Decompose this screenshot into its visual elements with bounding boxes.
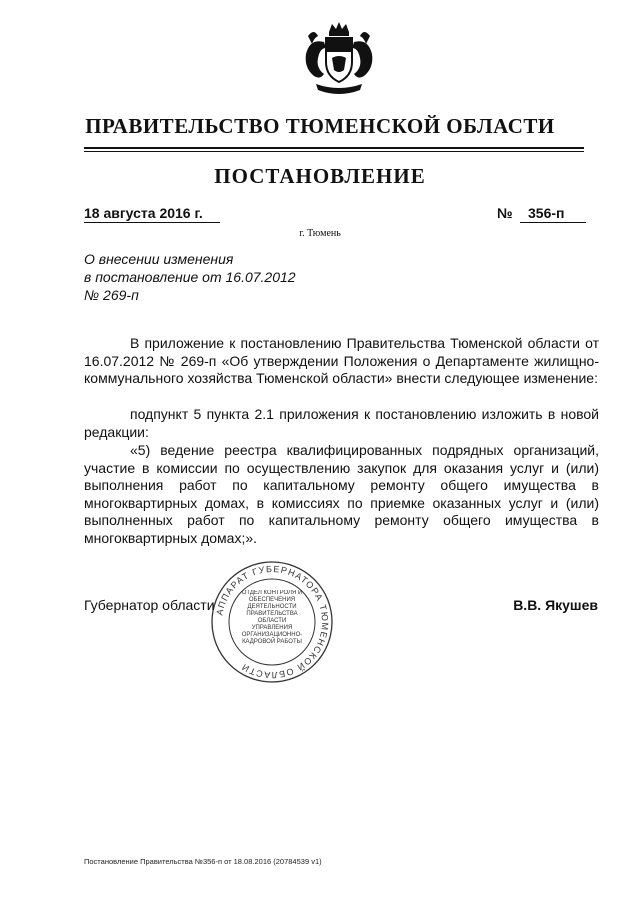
header-divider-thin (84, 151, 584, 152)
document-subject (84, 250, 296, 304)
stamp-outer-text: АППАРАТ ГУБЕРНАТОРА ТЮМЕНСКОЙ ОБЛАСТИ (214, 563, 331, 681)
subject-line: в постановление от 16.07.2012 (84, 269, 296, 285)
signatory-name: В.В. Якушев (513, 597, 598, 613)
government-title: ПРАВИТЕЛЬСТВО ТЮМЕНСКОЙ ОБЛАСТИ (85, 114, 555, 138)
document-footer: Постановление Правительства №356-п от 18.08.2016 (20784539 v1) (84, 857, 322, 866)
body-paragraph-2: подпункт 5 пункта 2.1 приложения к постановлению изложить в новой редакции: (84, 406, 599, 440)
document-date: 18 августа 2016 г. (84, 205, 203, 221)
header-divider (84, 147, 584, 149)
stamp-inner-text: ОТДЕЛ КОНТРОЛЯ И ОБЕСПЕЧЕНИЯ ДЕЯТЕЛЬНОСТИ ПРАВИТЕЛЬСТВА ОБЛАСТИ УПРАВЛЕНИЯ ОРГАНИЗАЦИОННО-КАДРОВОЙ РАБОТЫ (241, 590, 303, 645)
subject-line: О внесении изменения (84, 251, 234, 267)
document-type-title: ПОСТАНОВЛЕНИЕ (214, 164, 426, 188)
document-number: 356-п (528, 205, 565, 221)
number-label: № (497, 205, 513, 221)
body-paragraph-1: В приложение к постановлению Правительства Тюменской области от 16.07.2012 № 269-п «Об утверждении Положения о Департаменте жилищно-коммунального хозяйства Тюменской области» внести следующее изменение: (84, 335, 599, 387)
city-label: г. Тюмень (299, 228, 341, 239)
number-underline (520, 222, 586, 223)
body-paragraph-3: «5) ведение реестра квалифицированных подрядных организаций, участие в комиссии по осуществлению закупок для оказания услуг и (или) выполнения работ по капитальному ремонту общего имущества в многоквартирных домах, в комиссиях по приемке оказанных услуг и (или) выполненных работ по капитальному ремонту общего имущества в многоквартирных домах;». (84, 442, 599, 546)
official-round-stamp-icon (208, 558, 336, 686)
subject-line: № 269-п (84, 287, 139, 303)
date-underline (84, 222, 220, 223)
signatory-title: Губернатор области (84, 597, 215, 613)
tyumen-coat-of-arms-icon (296, 18, 382, 100)
